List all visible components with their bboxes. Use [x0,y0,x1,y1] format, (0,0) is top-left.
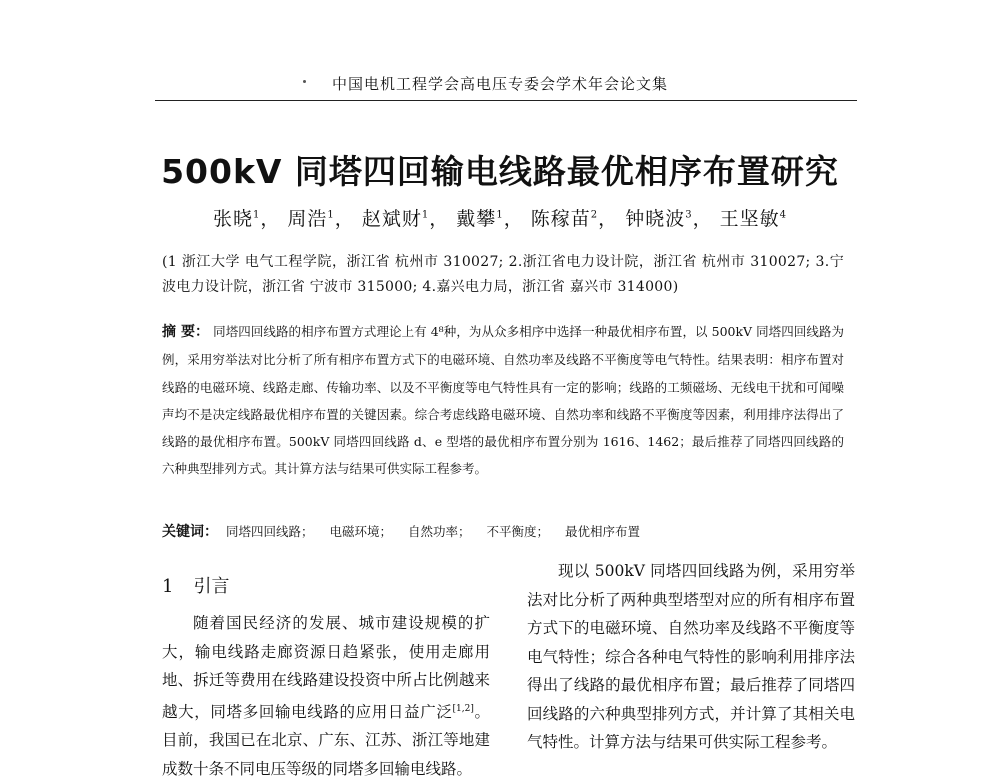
author-name: 钟晓波 [625,208,686,230]
keyword: 自然功率； [407,524,471,539]
keywords [162,521,844,543]
author-name: 周浩 [287,208,328,230]
author-affiliation-mark: 3 [685,209,693,221]
affiliations: (1 浙江大学 电气工程学院，浙江省 杭州市 310027; 2.浙江省电力设计院，浙江省 杭州市 310027; 3.宁波电力设计院，浙江省 宁波市 315000; 4.嘉兴电力局，浙江省 嘉兴市 314000) [162,254,844,295]
author-separator: ， [260,208,281,230]
author-separator: ， [598,208,619,230]
section-title: 引言 [193,576,230,597]
author [287,208,354,230]
author-affiliation-mark: 4 [779,209,788,221]
keyword: 最优相序布置 [564,524,640,539]
author-affiliation-mark: 2 [590,209,599,221]
author-separator: ， [429,208,450,230]
author-separator: ， [692,208,713,230]
author [213,208,280,230]
author-affiliation-mark: 1 [496,209,504,221]
author [720,208,787,230]
keywords-label: 关键词： [162,524,218,540]
author-affiliation-mark: 1 [252,209,261,221]
author [456,208,523,230]
author-name: 陈稼苗 [530,208,591,230]
author [362,208,449,230]
author-list [0,204,1000,231]
abstract [162,318,844,483]
intro-left-column [162,609,490,783]
abstract-text: 同塔四回线路的相序布置方式理论上有 4⁸种，为从众多相序中选择一种最优相序布置，以 500kV 同塔四回线路为例，采用穷举法对比分析了所有相序布置方式下的电磁环境、自然功率及线路不平衡度等电气特性。结果表明：相序布置对线路的电磁环境、线路走廊、传输功率、以及不平衡度等电气特性具有一定的影响；线路的工频磁场、无线电干扰和可闻噪声均不是决定线路最优相序布置的关键因素。综合考虑线路电磁环境、自然功率和线路不平衡度等因素，利用排序法得出了线路的最优相序布置。500kV 同塔四回线路 d、e 型塔的最优相序布置分别为 1616、1462；最后推荐了同塔四回线路的六种典型排列方式。其计算方法与结果可供实际工程参考。 [162,324,844,477]
intro-right-column: 现以 500kV 同塔四回线路为例，采用穷举法对比分析了两种典型塔型对应的所有相序布置方式下的电磁环境、自然功率及线路不平衡度等电气特性；综合各种电气特性的影响利用排序法得出了线路的最优相序布置；最后推荐了同塔四回线路的六种典型排列方式，并计算了其相关电气特性。计算方法与结果可供实际工程参考。 [527,562,855,751]
author-separator: ， [334,208,355,230]
keyword: 同塔四回线路； [225,524,314,539]
intro-text: 随着国民经济的发展、城市建设规模的扩大，输电线路走廊资源日趋紧张，使用走廊用地、拆迁等费用在线路建设投资中所占比例越来越大，同塔多回输电线路的应用日益广泛 [162,614,490,721]
abstract-label: 摘 要： [162,324,210,340]
author-affiliation-mark: 1 [421,209,430,221]
author-affiliation-mark: 1 [327,209,335,221]
author [531,208,618,230]
header-rule [155,100,857,101]
author-name: 张晓 [212,208,253,230]
keyword: 不平衡度； [486,524,549,539]
author-name: 赵斌财 [361,208,422,230]
author [625,208,712,230]
citation: [1,2] [452,703,474,714]
running-header: 中国电机工程学会高电压专委会学术年会论文集 [331,75,668,93]
intro-text-continued: 。目前，我国已在北京、广东、江苏、浙江等地建成数十条不同电压等级的同塔多回输电线路。 [162,702,490,778]
author-name: 王坚敏 [719,208,780,230]
section-heading [162,572,229,598]
author-name: 戴攀 [456,208,497,230]
section-number: 1 [162,576,174,597]
author-separator: ， [503,208,524,230]
paper-title: 500kV 同塔四回输电线路最优相序布置研究 [161,152,839,191]
keyword: 电磁环境； [329,524,392,539]
